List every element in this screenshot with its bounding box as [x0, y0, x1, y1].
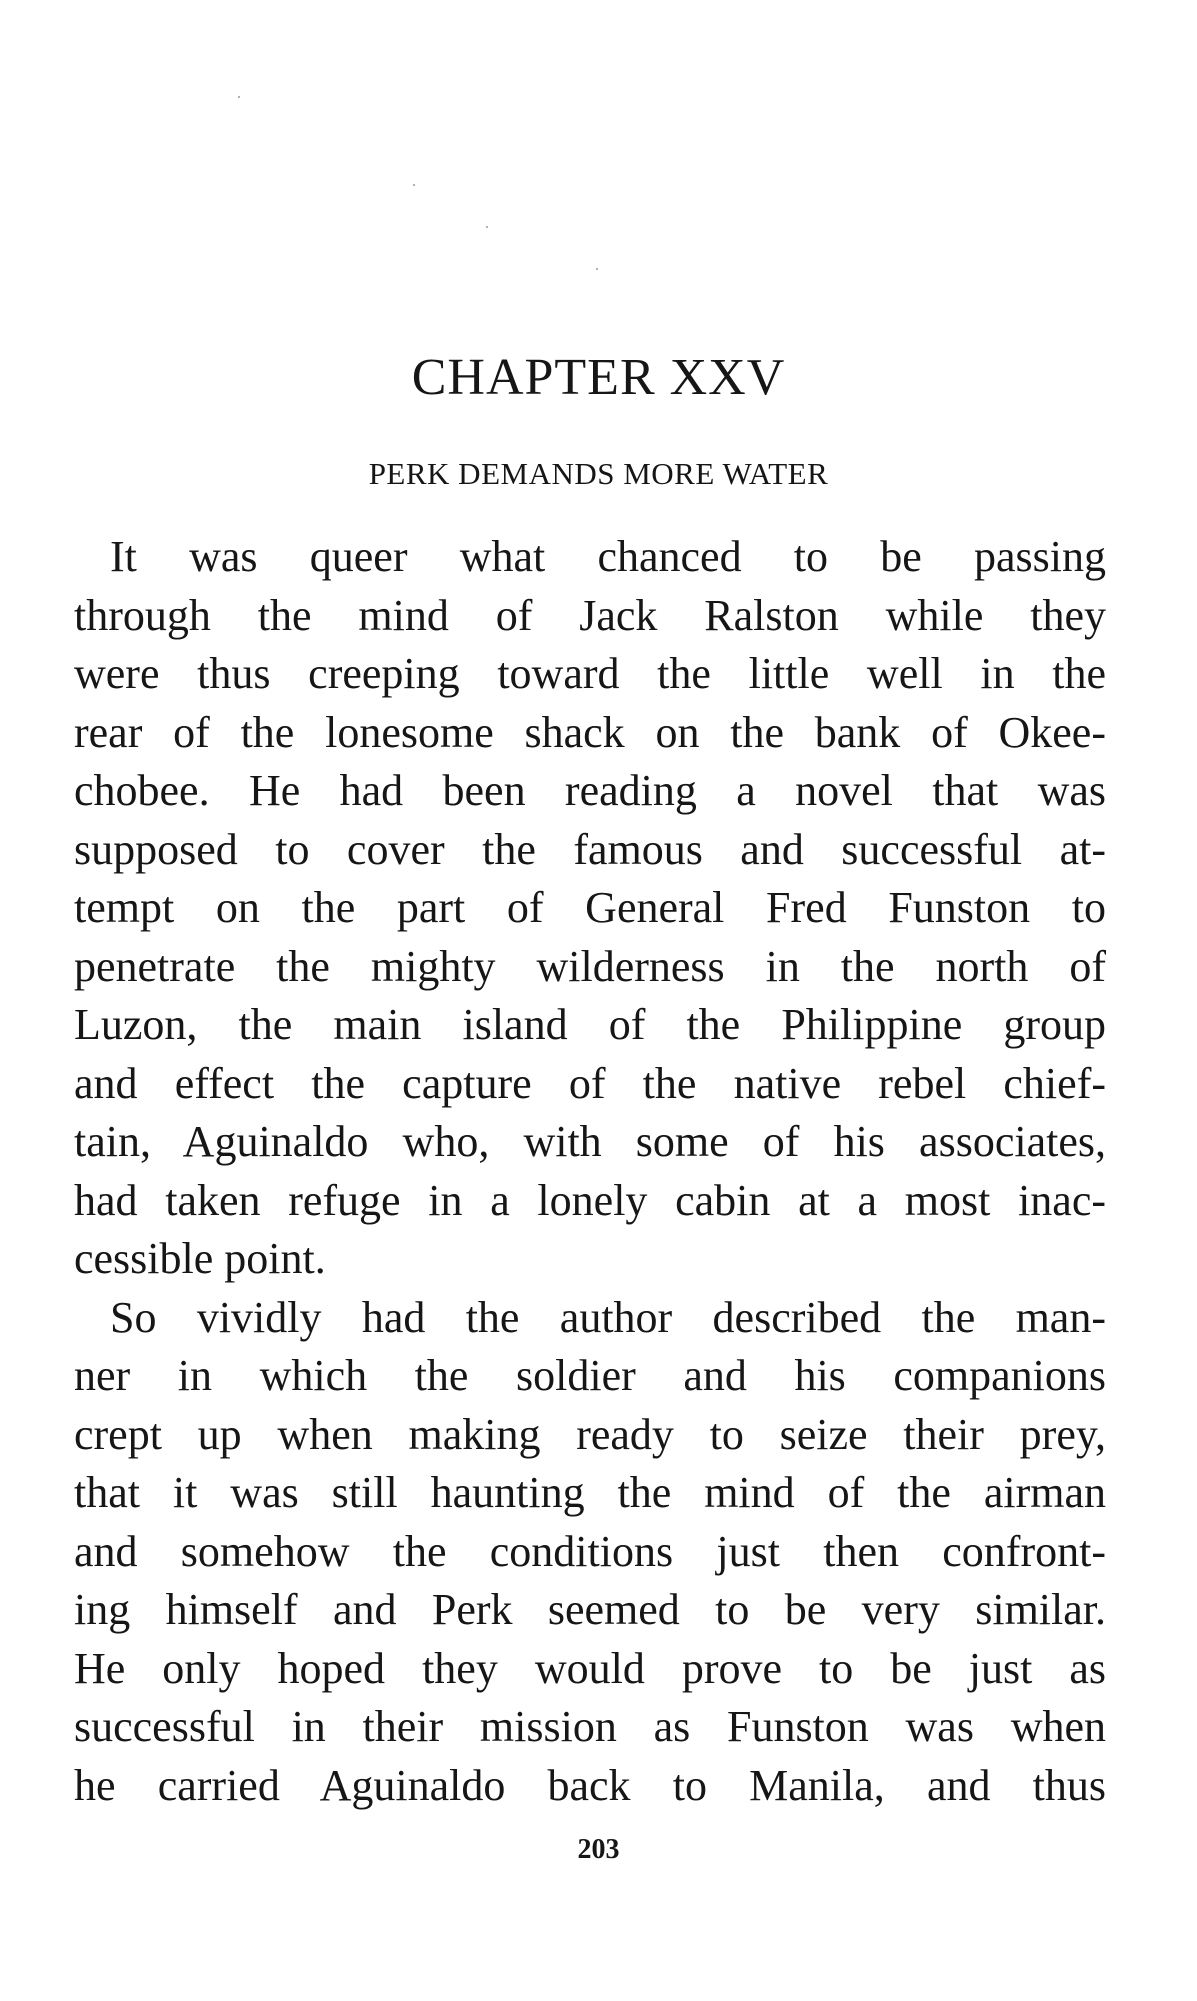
text-line: cessible point. [74, 1234, 326, 1283]
text-line: crept up when making ready to seize their prey, [74, 1409, 1106, 1459]
text-line: and effect the capture of the native rebel chief- [74, 1058, 1106, 1108]
text-line: that it was still haunting the mind of the airman [74, 1468, 1106, 1517]
scan-speck [238, 96, 240, 98]
scan-speck [413, 184, 415, 186]
text-line: ing himself and Perk seemed to be very similar. [74, 1585, 1106, 1634]
text-line: had taken refuge in a lonely cabin at a most inac- [74, 1175, 1106, 1225]
text-line: Luzon, the main island of the Philippine group [74, 1000, 1106, 1049]
text-line: He only hoped they would prove to be just as [74, 1643, 1106, 1693]
body-text [74, 528, 1106, 1815]
paragraph [74, 528, 1106, 1289]
text-line: chobee. He had been reading a novel that was [74, 766, 1106, 815]
scan-speck [596, 268, 598, 270]
text-line: he carried Aguinaldo back to Manila, and thus [74, 1760, 1106, 1810]
text-line: through the mind of Jack Ralston while they [74, 590, 1106, 640]
page-number: 203 [577, 1834, 620, 1865]
text-line: were thus creeping toward the little well in the [74, 649, 1106, 698]
text-line: rear of the lonesome shack on the bank of Okee- [74, 707, 1106, 757]
text-line: ner in which the soldier and his companions [74, 1351, 1106, 1400]
paragraph [74, 1289, 1106, 1816]
text-line: successful in their mission as Funston was when [74, 1702, 1106, 1751]
text-line: So vividly had the author described the man- [110, 1292, 1106, 1342]
text-line: supposed to cover the famous and successful at- [74, 824, 1106, 874]
text-line: tempt on the part of General Fred Funston to [74, 883, 1106, 932]
scan-speck [486, 226, 488, 228]
chapter-title: CHAPTER XXV [411, 349, 786, 406]
text-line: penetrate the mighty wilderness in the north of [74, 941, 1106, 991]
text-line: and somehow the conditions just then confront- [74, 1526, 1106, 1576]
text-line: tain, Aguinaldo who, with some of his associates, [74, 1117, 1106, 1166]
chapter-subtitle: PERK DEMANDS MORE WATER [368, 456, 829, 491]
text-line: It was queer what chanced to be passing [110, 532, 1106, 581]
